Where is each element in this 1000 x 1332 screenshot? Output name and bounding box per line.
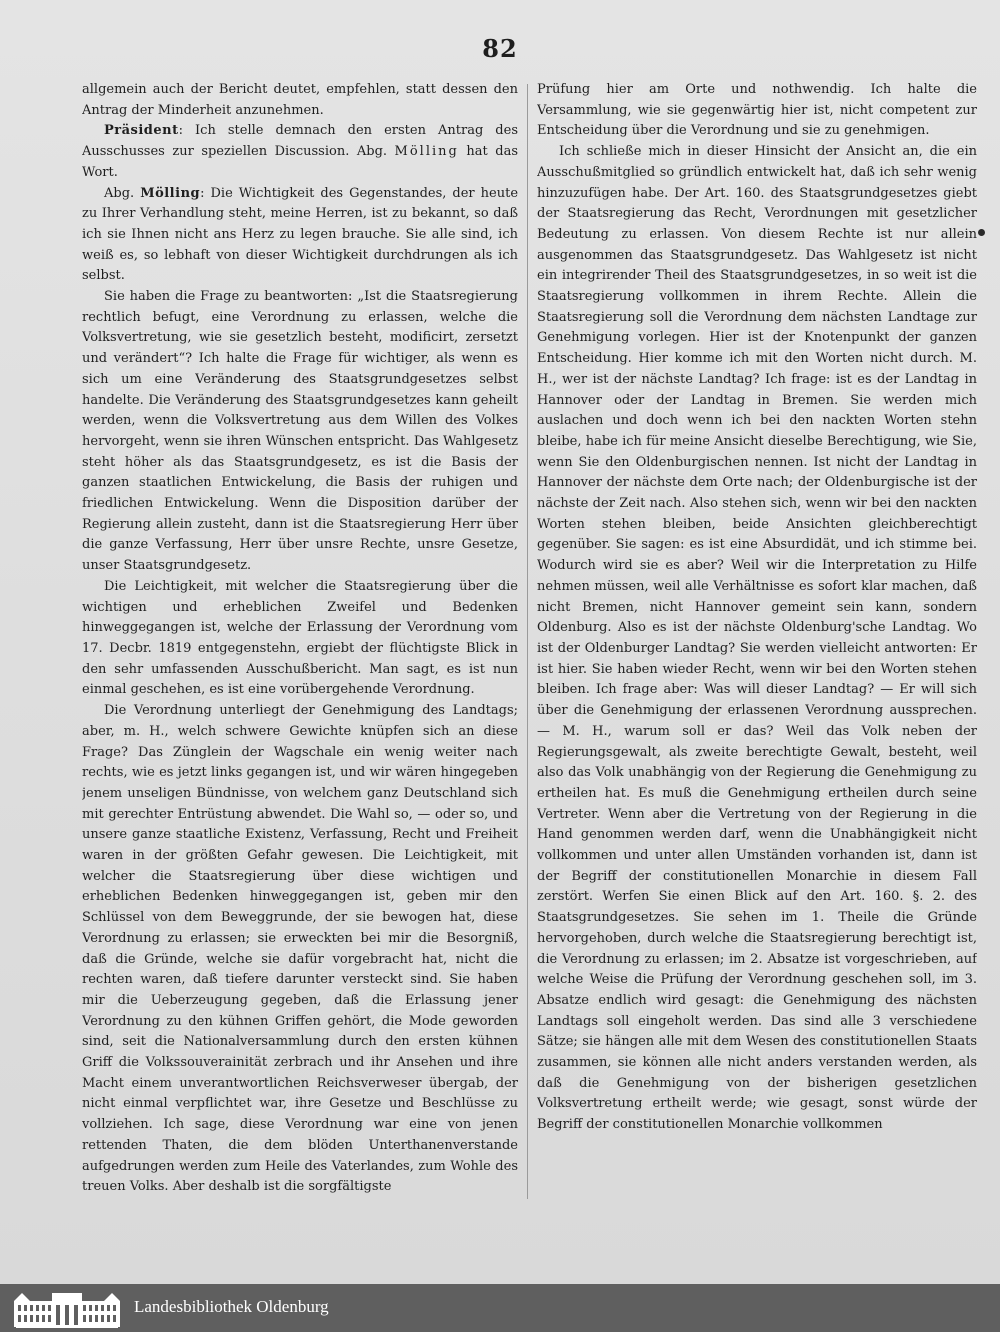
speaker-name: Präsident	[104, 123, 179, 139]
right-column	[537, 80, 977, 1200]
library-name[interactable]: Landesbibliothek Oldenburg	[134, 1297, 329, 1316]
paragraph	[82, 184, 518, 288]
paragraph: allgemein auch der Bericht deutet, empfehlen, statt dessen den Antrag der Minderheit anzunehmen.	[82, 82, 518, 118]
paragraph: Sie haben die Frage zu beantworten: „Ist die Staatsregierung rechtlich befugt, eine Verordnung zu erlassen, welche die Volksvertretung, wie sie gesetzlich besteht, modificirt, zersetzt und verändert“? Ich halte die Frage für wichtiger, als wenn es sich um eine Veränderung des Staatsgrundgesetzes selbst handelte. Die Veränderung des Staatsgrundgesetzes kann geheilt werden, wenn die Volksvertretung aus dem Willen des Volkes hervorgeht, wenn sie ihren Wünschen entspricht. Das Wahlgesetz steht höher als das Staatsgrundgesetz, es ist die Basis der ganzen staatlichen Entwickelung, die Basis der ruhigen und friedlichen Entwickelung. Wenn die Disposition darüber der Regierung allein zusteht, dann ist die Staatsregierung Herr über die ganze Verfassung, Herr über unsre Rechte, unsre Gesetze, unser Staatsgrundgesetz.	[82, 289, 518, 574]
library-building-icon	[12, 1287, 122, 1329]
speech-text: : Die Wichtigkeit des Gegenstandes, der heute zu Ihrer Verhandlung steht, meine Herren, ist zu bekannt, so daß ich sie Ihnen nicht ans Herz zu legen brauche. Sie alle sind, ich weiß es, so lebhaft von dieser Wichtigkeit durchdrungen als ich selbst.	[82, 185, 518, 284]
speaker-name: Mölling	[394, 144, 459, 160]
paragraph: Die Verordnung unterliegt der Genehmigung des Landtags; aber, m. H., welch schwere Gewichte knüpfen sich an diese Frage? Das Zünglein der Wagschale ein wenig weiter nach rechts, wie es jetzt links gegangen ist, und wir wären hingegeben jenem unseligen Bündnisse, von welchem ganz Deutschland sich mit gerechter Entrüstung abwendet. Die Wahl so, — oder so, und unsere ganze staatliche Existenz, Verfassung, Recht und Freiheit waren in der größten Gefahr gewesen. Die Leichtigkeit, mit welcher die Staatsregierung über diese wichtigen und erheblichen Bedenken hinweggegangen ist, geben mir den Schlüssel von dem Beweggrunde, der sie bewogen hat, diese Verordnung zu erlassen; sie erweckten bei mir die Besorgniß, daß die Gründe, welche sie dafür vorgebracht hat, nicht die rechten waren, daß tiefere darunter versteckt sind. Sie haben mir die Ueberzeugung gegeben, daß die Erlassung jener Verordnung zu den kühnen Griffen gehört, die Mode geworden sind, seit die Nationalversammlung durch den ersten kühnen Griff die Volkssouverainität zerbrach und ihr Ansehen und ihre Macht einem unverantwortlichen Reichsverweser übergab, der nicht einmal verpflichtet war, ihre Gesetze und Beschlüsse zu vollziehen. Ich sage, diese Verordnung war eine von jenen rettenden Thaten, die dem blöden Unterthanenverstande aufgedrungen werden zum Heile des Vaterlandes, zum Wohle des treuen Volks. Aber deshalb ist die sorgfältigste	[82, 703, 518, 1195]
paragraph	[82, 121, 518, 183]
speech-text: : Ich stelle demnach den ersten Antrag des Ausschusses zur speziellen Discussion. Abg.	[82, 123, 518, 160]
left-column	[82, 80, 518, 1200]
paragraph: Prüfung hier am Orte und nothwendig. Ich halte die Versammlung, wie sie gegenwärtig hier ist, nicht competent zur Entscheidung über die Verordnung und sie zu genehmigen.	[537, 82, 977, 139]
paragraph: Die Leichtigkeit, mit welcher die Staatsregierung über die wichtigen und erheblichen Zweifel und Bedenken hinweggegangen ist, welche der Erlassung der Verordnung vom 17. Decbr. 1819 entgegenstehn, ergiebt der flüchtigste Blick in den sehr umfassenden Ausschußbericht. Man sagt, es ist nun einmal geschehen, es ist eine vorübergehende Verordnung.	[82, 578, 518, 698]
page-number: 82	[482, 34, 518, 63]
paragraph: Ich schließe mich in dieser Hinsicht der Ansicht an, die ein Ausschußmitglied so gründlich entwickelt hat, daß ich sehr wenig hinzuzufügen habe. Der Art. 160. des Staatsgrundgesetzes giebt der Staatsregierung das Recht, Verordnungen mit gesetzlicher Bedeutung zu erlassen. Von diesem Rechte ist nur allein ausgenommen das Staatsgrundgesetz. Das Wahlgesetz ist nicht ein integrirender Theil des Staatsgrundgesetzes, in so weit ist die Staatsregierung vollkommen in ihrem Rechte. Allein die Staatsregierung soll die Verordnung dem nächsten Landtage zur Genehmigung vorlegen. Hier ist der Knotenpunkt der ganzen Entscheidung. Hier komme ich mit den Worten nicht durch. M. H., wer ist der nächste Landtag? Ich frage: ist es der Landtag in Hannover oder der Landtag in Bremen. Sie werden mich auslachen und doch wenn ich bei den nackten Worten stehn bleibe, habe ich für meine Ansicht dieselbe Berechtigung, wie Sie, wenn Sie den Oldenburgischen nennen. Ist nicht der Landtag in Hannover der nächste dem Orte nach; der Oldenburgische ist der nächste der Zeit nach. Also stehen sich, wenn wir bei den nackten Worten stehen bleiben, beide Ansichten gleichberechtigt gegenüber. Sie sagen: es ist eine Absurdidät, und ich stimme bei. Wodurch wird sie es aber? Weil wir die Interpretation zu Hilfe nehmen müssen, weil alle Verhältnisse es sofort klar machen, daß nicht Bremen, nicht Hannover gemeint sein kann, sondern Oldenburg. Also es ist der nächste Oldenburg'sche Landtag. Wo ist der Oldenburger Landtag? Sie werden vielleicht antworten: Er ist hier. Sie haben wieder Recht, wenn wir bei den Worten stehen bleiben. Ich frage aber: Was will dieser Landtag? — Er will sich über die Genehmigung der erlassenen Verordnung aussprechen. — M. H., warum soll er das? Weil das Volk neben der Regierungsgewalt, als zweite berechtigte Gewalt, besteht, weil also das Volk unabhängig von der Regierung die Genehmigung zu ertheilen hat. Es muß die Genehmigung ertheilen durch seine Vertreter. Wenn aber die Vertretung von der Regierung in die Hand genommen werden darf, wenn die Unabhängigkeit nicht vollkommen und unter allen Umständen vorhanden ist, dann ist der Begriff der constitutionellen Monarchie in diesem Fall zerstört. Werfen Sie einen Blick auf den Art. 160. §. 2. des Staatsgrundgesetzes. Sie sehen im 1. Theile die Gründe hervorgehoben, durch welche die Staatsregierung berechtigt ist, die Verordnung zu erlassen; im 2. Absatze ist vorgeschrieben, auf welche Weise die Prüfung der Verordnung geschehen soll, im 3. Absatze endlich wird gesagt: die Genehmigung des nächsten Landtags soll eingeholt werden. Das sind alle 3 verschiedene Sätze; sie hängen alle mit dem Wesen des constitutionellen Staats zusammen, sie können alle nicht anders verstanden werden, als daß die Genehmigung von der bisherigen gesetzlichen Volksvertretung ertheilt werde; wie gesagt, sonst würde der Begriff der constitutionellen Monarchie vollkommen	[537, 144, 977, 1133]
column-divider	[527, 84, 528, 1199]
speech-text: Abg.	[104, 185, 141, 201]
speech-text: hat das Wort.	[82, 144, 518, 180]
margin-mark	[978, 229, 985, 236]
footer-bar	[0, 1284, 1000, 1332]
speaker-name: Mölling	[140, 185, 201, 201]
